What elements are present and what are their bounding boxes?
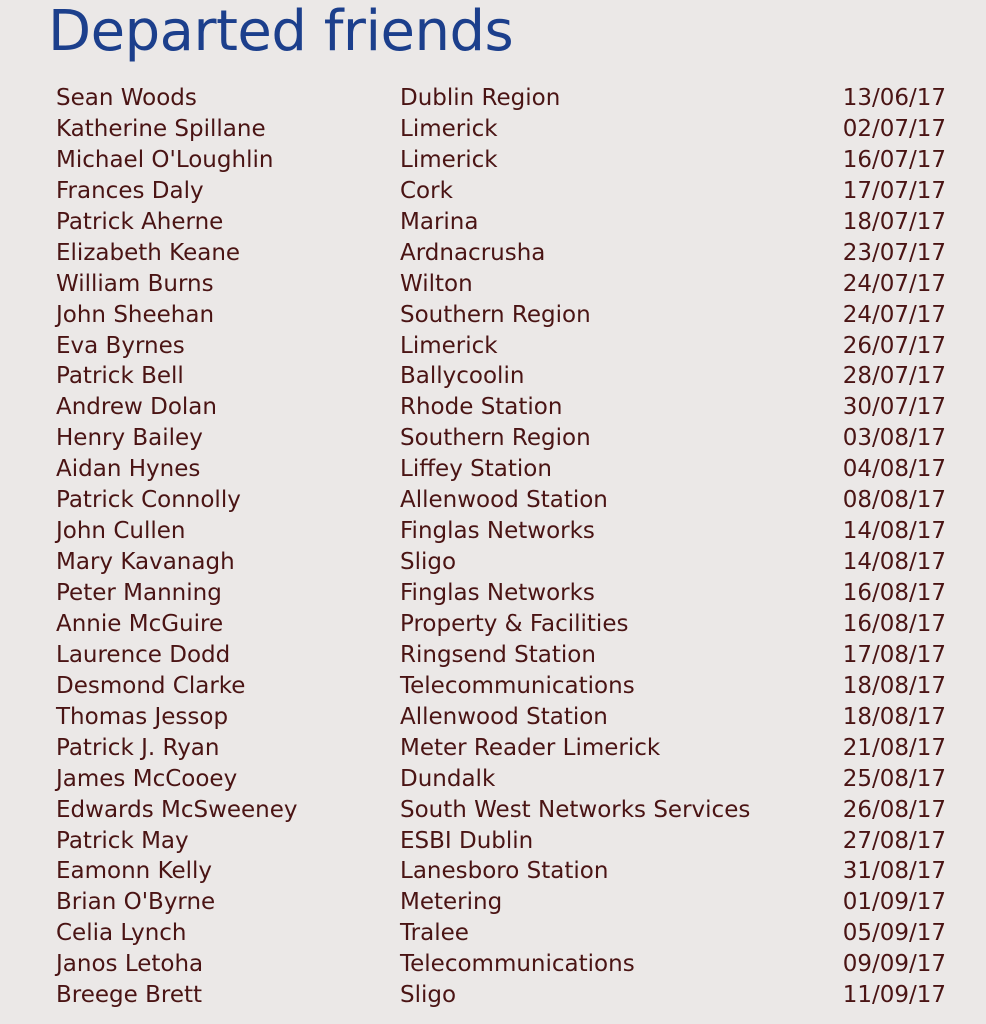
list-item: [0, 485, 986, 516]
friend-date: 23/07/17: [842, 239, 946, 266]
friend-date: 05/09/17: [842, 920, 946, 947]
friend-date: 24/07/17: [842, 301, 946, 328]
departed-friends-list: [0, 83, 986, 1011]
friend-name: Mary Kavanagh: [56, 549, 235, 576]
friend-name: John Cullen: [56, 518, 186, 545]
friend-date: 01/09/17: [842, 889, 946, 916]
list-item: [0, 609, 986, 640]
friend-date: 16/07/17: [842, 146, 946, 173]
friend-name: Thomas Jessop: [56, 703, 229, 730]
friend-name: Celia Lynch: [56, 920, 187, 947]
friend-name: William Burns: [56, 270, 214, 297]
friend-name: Desmond Clarke: [56, 672, 246, 699]
list-item: [0, 238, 986, 269]
friend-name: Michael O'Loughlin: [56, 146, 274, 173]
friend-location: Limerick: [400, 115, 498, 142]
list-item: [0, 176, 986, 207]
friend-location: Ringsend Station: [400, 641, 596, 668]
list-item: [0, 887, 986, 918]
friend-name: Katherine Spillane: [56, 115, 266, 142]
friend-name: John Sheehan: [56, 301, 215, 328]
friend-date: 18/07/17: [842, 208, 946, 235]
list-item: [0, 392, 986, 423]
friend-name: Laurence Dodd: [56, 641, 231, 668]
friend-location: Meter Reader Limerick: [400, 734, 661, 761]
friend-name: Edwards McSweeney: [56, 796, 298, 823]
friend-date: 04/08/17: [842, 456, 946, 483]
friend-location: Lanesboro Station: [400, 858, 609, 885]
friend-location: Dundalk: [400, 765, 496, 792]
friend-date: 18/08/17: [842, 672, 946, 699]
friend-name: Sean Woods: [56, 85, 197, 111]
friend-name: Aidan Hynes: [56, 456, 201, 483]
list-item: [0, 207, 986, 238]
friend-name: Patrick Connolly: [56, 487, 241, 514]
friend-date: 26/08/17: [842, 796, 946, 823]
list-item: [0, 83, 986, 114]
list-item: [0, 671, 986, 702]
friend-date: 13/06/17: [842, 85, 946, 111]
friend-date: 18/08/17: [842, 703, 946, 730]
friend-location: Property & Facilities: [400, 610, 629, 637]
friend-name: Annie McGuire: [56, 610, 224, 637]
friend-name: Frances Daly: [56, 177, 204, 204]
friend-date: 03/08/17: [842, 425, 946, 452]
friend-date: 26/07/17: [842, 332, 946, 359]
friend-location: Allenwood Station: [400, 703, 608, 730]
list-item: [0, 578, 986, 609]
list-item: [0, 114, 986, 145]
friend-name: Brian O'Byrne: [56, 889, 216, 916]
friend-location: Ardnacrusha: [400, 239, 546, 266]
friend-name: Patrick Bell: [56, 363, 184, 390]
friend-date: 14/08/17: [842, 518, 946, 545]
friend-name: Peter Manning: [56, 580, 222, 606]
list-item: [0, 764, 986, 795]
list-item: [0, 145, 986, 176]
friend-date: 17/07/17: [842, 177, 946, 204]
friend-location: Telecommunications: [400, 951, 635, 978]
list-item: [0, 640, 986, 671]
friend-location: Allenwood Station: [400, 487, 608, 514]
list-item: [0, 454, 986, 485]
friend-date: 27/08/17: [842, 827, 946, 854]
friend-date: 11/09/17: [842, 982, 946, 1009]
list-item: [0, 918, 986, 949]
list-item: [0, 547, 986, 578]
list-item: [0, 856, 986, 887]
friend-location: Finglas Networks: [400, 580, 595, 606]
friend-location: Southern Region: [400, 425, 591, 452]
friend-location: Sligo: [400, 982, 457, 1009]
list-item: [0, 300, 986, 331]
list-item: [0, 423, 986, 454]
friend-date: 24/07/17: [842, 270, 946, 297]
list-item: [0, 361, 986, 392]
friend-name: James McCooey: [56, 765, 238, 792]
friend-name: Andrew Dolan: [56, 394, 217, 421]
friend-date: 21/08/17: [842, 734, 946, 761]
friend-location: Cork: [400, 177, 453, 204]
list-item: [0, 980, 986, 1011]
friend-name: Henry Bailey: [56, 425, 203, 452]
friend-location: Rhode Station: [400, 394, 563, 421]
friend-date: 14/08/17: [842, 549, 946, 576]
friend-date: 08/08/17: [842, 487, 946, 514]
friend-date: 09/09/17: [842, 951, 946, 978]
list-item: [0, 269, 986, 300]
friend-location: Limerick: [400, 146, 498, 173]
friend-location: South West Networks Services: [400, 796, 751, 823]
friend-date: 02/07/17: [842, 115, 946, 142]
friend-location: Limerick: [400, 332, 498, 359]
friend-name: Patrick May: [56, 827, 189, 854]
friend-location: Wilton: [400, 270, 473, 297]
list-item: [0, 949, 986, 980]
page-title: Departed friends: [48, 0, 514, 64]
friend-location: Metering: [400, 889, 503, 916]
friend-date: 17/08/17: [842, 641, 946, 668]
friend-name: Elizabeth Keane: [56, 239, 241, 266]
friend-location: Sligo: [400, 549, 457, 576]
friend-location: Tralee: [400, 920, 469, 947]
friend-name: Eva Byrnes: [56, 332, 185, 359]
friend-location: Liffey Station: [400, 456, 552, 483]
friend-location: Southern Region: [400, 301, 591, 328]
friend-location: Marina: [400, 208, 479, 235]
friend-date: 28/07/17: [842, 363, 946, 390]
list-item: [0, 516, 986, 547]
friend-date: 25/08/17: [842, 765, 946, 792]
friend-name: Patrick Aherne: [56, 208, 224, 235]
friend-date: 30/07/17: [842, 394, 946, 421]
friend-name: Eamonn Kelly: [56, 858, 213, 885]
friend-location: Dublin Region: [400, 85, 561, 111]
friend-date: 16/08/17: [842, 580, 946, 606]
list-item: [0, 826, 986, 857]
friend-name: Patrick J. Ryan: [56, 734, 220, 761]
friend-name: Janos Letoha: [56, 951, 204, 978]
friend-date: 16/08/17: [842, 610, 946, 637]
friend-location: Ballycoolin: [400, 363, 525, 390]
friend-location: ESBI Dublin: [400, 827, 534, 854]
friend-name: Breege Brett: [56, 982, 203, 1009]
friend-location: Finglas Networks: [400, 518, 595, 545]
list-item: [0, 702, 986, 733]
friend-date: 31/08/17: [842, 858, 946, 885]
list-item: [0, 331, 986, 362]
list-item: [0, 795, 986, 826]
friend-location: Telecommunications: [400, 672, 635, 699]
list-item: [0, 733, 986, 764]
